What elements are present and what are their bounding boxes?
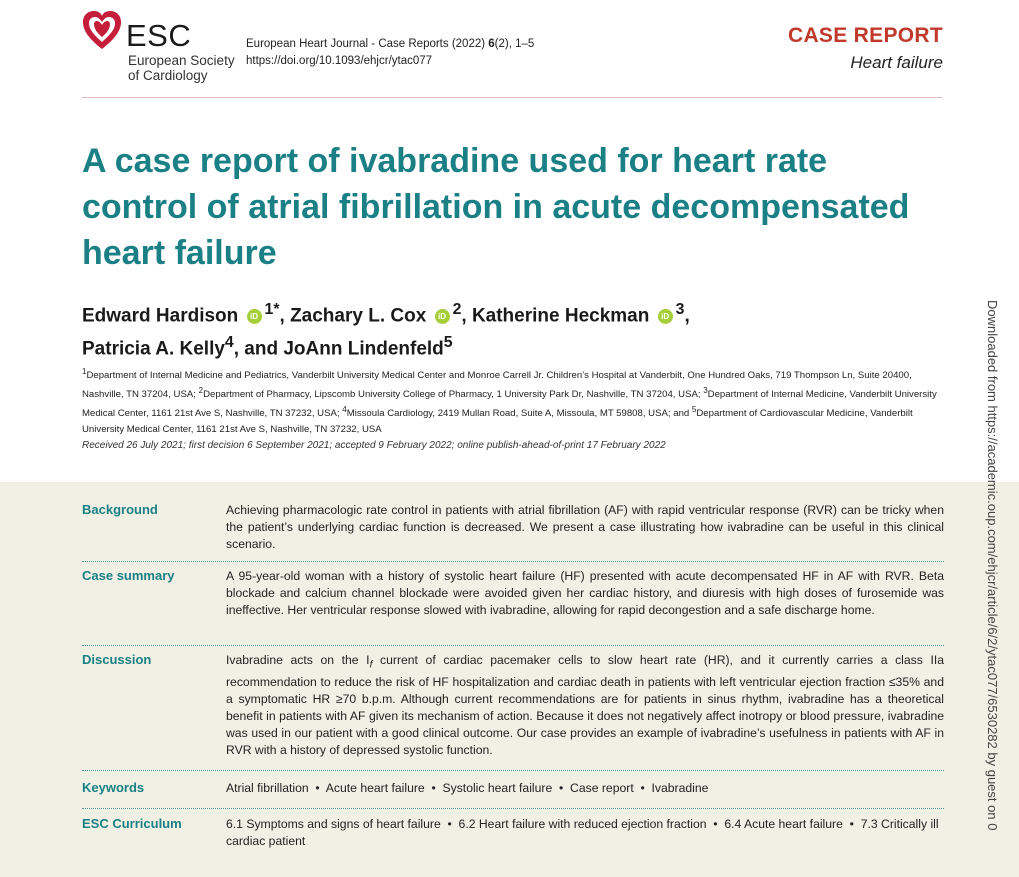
affiliation-text: Department of Internal Medicine and Pediatrics, Vanderbilt University Medical Center and Monroe Carrell Jr. Children’s Hospital at Vanderbilt, One Hundred Oaks, 719 Thompson Ln, Suite 20400, Nashville, TN 37204, USA; bbox=[82, 370, 912, 401]
society-line-1: European Society bbox=[128, 53, 235, 68]
curriculum-label: ESC Curriculum bbox=[82, 816, 182, 831]
discussion-text-rest: current of cardiac pacemaker cells to slow heart rate (HR), and it currently carries a class IIa recommendation to reduce the risk of HF hospitalization and cardiac death in patients with left ventricular ejection fraction ≤35% and a symptomatic HR ≥70 b.p.m. Although current recommendations are for patients in sinus rhythm, ivabradine has a theoretical benefit in patients with AF given its mechanism of action. Because it does not negatively affect inotropy or blood pressure, ivabradine was used in our patient with a good clinical outcome. Our case provides an example of ivabradine’s usefulness in patients with AF in RVR with a history of depressed systolic function. bbox=[226, 653, 944, 758]
discussion-label: Discussion bbox=[82, 652, 152, 667]
affiliation-text: Missoula Cardiology, 2419 Mullan Road, Suite A, Missoula, MT 59808, USA; and bbox=[346, 408, 692, 420]
received-dates: Received 26 July 2021; first decision 6 September 2021; accepted 9 February 2022; online publish-ahead-of-print 17 February 2022 bbox=[82, 440, 666, 451]
curriculum-text: 6.1 Symptoms and signs of heart failure • 6.2 Heart failure with reduced ejection fraction • 6.4 Acute heart failure • 7.3 Critically ill cardiac patient bbox=[226, 817, 942, 849]
author-affiliation-mark: 1* bbox=[264, 301, 280, 318]
orcid-icon[interactable]: iD bbox=[435, 309, 450, 324]
author-name[interactable]: Zachary L. Cox bbox=[290, 305, 427, 327]
author-name[interactable]: Katherine Heckman bbox=[471, 305, 650, 327]
author-separator: , bbox=[461, 305, 472, 327]
abstract-divider bbox=[82, 808, 944, 809]
author-separator: , bbox=[279, 305, 291, 327]
society-line-2: of Cardiology bbox=[128, 68, 208, 83]
case-summary-label: Case summary bbox=[82, 568, 175, 583]
author-name[interactable]: Edward Hardison bbox=[82, 305, 239, 327]
discussion-subscript: f bbox=[369, 659, 373, 671]
affiliation-text: Department of Pharmacy, Lipscomb University College of Pharmacy, 1 University Park Dr, Nashville, TN 37204, USA; bbox=[203, 389, 704, 401]
keywords-text: Atrial fibrillation • Acute heart failure • Systolic heart failure • Case report • Ivabradine bbox=[226, 781, 709, 795]
abstract-divider bbox=[82, 561, 944, 562]
journal-citation bbox=[246, 36, 534, 70]
esc-logo-text: ESC bbox=[126, 18, 192, 53]
header-divider bbox=[82, 97, 942, 98]
author-separator: , and bbox=[233, 338, 284, 360]
orcid-icon[interactable]: iD bbox=[658, 309, 673, 324]
affiliation-text: Department of Cardiovascular Medicine, Vanderbilt University Medical Center, 1161 21st Ave S, Nashville, TN 37232, USA bbox=[82, 408, 913, 435]
esc-logo bbox=[82, 10, 242, 85]
journal-volume: 6 bbox=[488, 38, 495, 50]
author-name[interactable]: Patricia A. Kelly bbox=[82, 338, 225, 360]
affiliations bbox=[82, 364, 944, 437]
background-text: Achieving pharmacologic rate control in patients with atrial fibrillation (AF) with rapid ventricular response (RVR) can be tricky when the patient’s underlying cardiac function is decreased. We present a case illustrating how ivabradine can be useful in this clinical scenario. bbox=[226, 503, 944, 552]
download-watermark: Downloaded from https://academic.oup.com/ehjcr/article/6/2/ytac077/6530282 by guest on 0 bbox=[985, 300, 1000, 831]
author-list bbox=[82, 296, 942, 363]
journal-suffix: (2), 1–5 bbox=[494, 38, 535, 50]
case-summary-text: A 95-year-old woman with a history of systolic heart failure (HF) presented with acute decompensated HF in AF with RVR. Beta blockade and calcium channel blockade were avoided given her cardiac history, and diuresis with high doses of furosemide was ineffective. Her ventricular response slowed with ivabradine, allowing for rapid decongestion and a safe discharge home. bbox=[226, 569, 944, 618]
affiliation-number: 3 bbox=[703, 386, 708, 396]
affiliation-number: 1 bbox=[82, 367, 87, 376]
orcid-icon[interactable]: iD bbox=[247, 309, 262, 324]
journal-line bbox=[246, 36, 534, 53]
abstract-divider bbox=[82, 645, 944, 646]
doi-link[interactable]: https://doi.org/10.1093/ehjcr/ytac077 bbox=[246, 55, 433, 67]
author-name[interactable]: JoAnn Lindenfeld bbox=[283, 338, 444, 360]
keywords-label: Keywords bbox=[82, 780, 145, 795]
abstract-divider bbox=[82, 770, 944, 771]
affiliation-number: 5 bbox=[691, 405, 697, 415]
author-affiliation-mark: 5 bbox=[443, 334, 453, 352]
article-type: CASE REPORT bbox=[788, 24, 943, 47]
affiliation-number: 2 bbox=[198, 386, 204, 396]
author-affiliation-mark: 2 bbox=[452, 301, 462, 318]
affiliation-text: Department of Internal Medicine, Vanderbilt University Medical Center, 1161 21st Ave S, Nashville, TN 37232, USA; bbox=[82, 389, 937, 420]
discussion-text bbox=[226, 652, 944, 760]
article-section: Heart failure bbox=[850, 53, 943, 72]
journal-prefix: European Heart Journal - Case Reports (2022) bbox=[246, 38, 489, 50]
author-affiliation-mark: 3 bbox=[675, 301, 685, 318]
society-name bbox=[128, 53, 235, 83]
author-affiliation-mark: 4 bbox=[224, 334, 234, 352]
affiliation-number: 4 bbox=[342, 405, 347, 415]
esc-heart-icon bbox=[82, 10, 122, 52]
article-title: A case report of ivabradine used for heart rate control of atrial fibrillation in acute decompensated heart failure bbox=[82, 142, 910, 272]
author-separator: , bbox=[684, 305, 690, 327]
background-label: Background bbox=[82, 502, 158, 517]
discussion-text-start: Ivabradine acts on the I bbox=[226, 653, 370, 667]
